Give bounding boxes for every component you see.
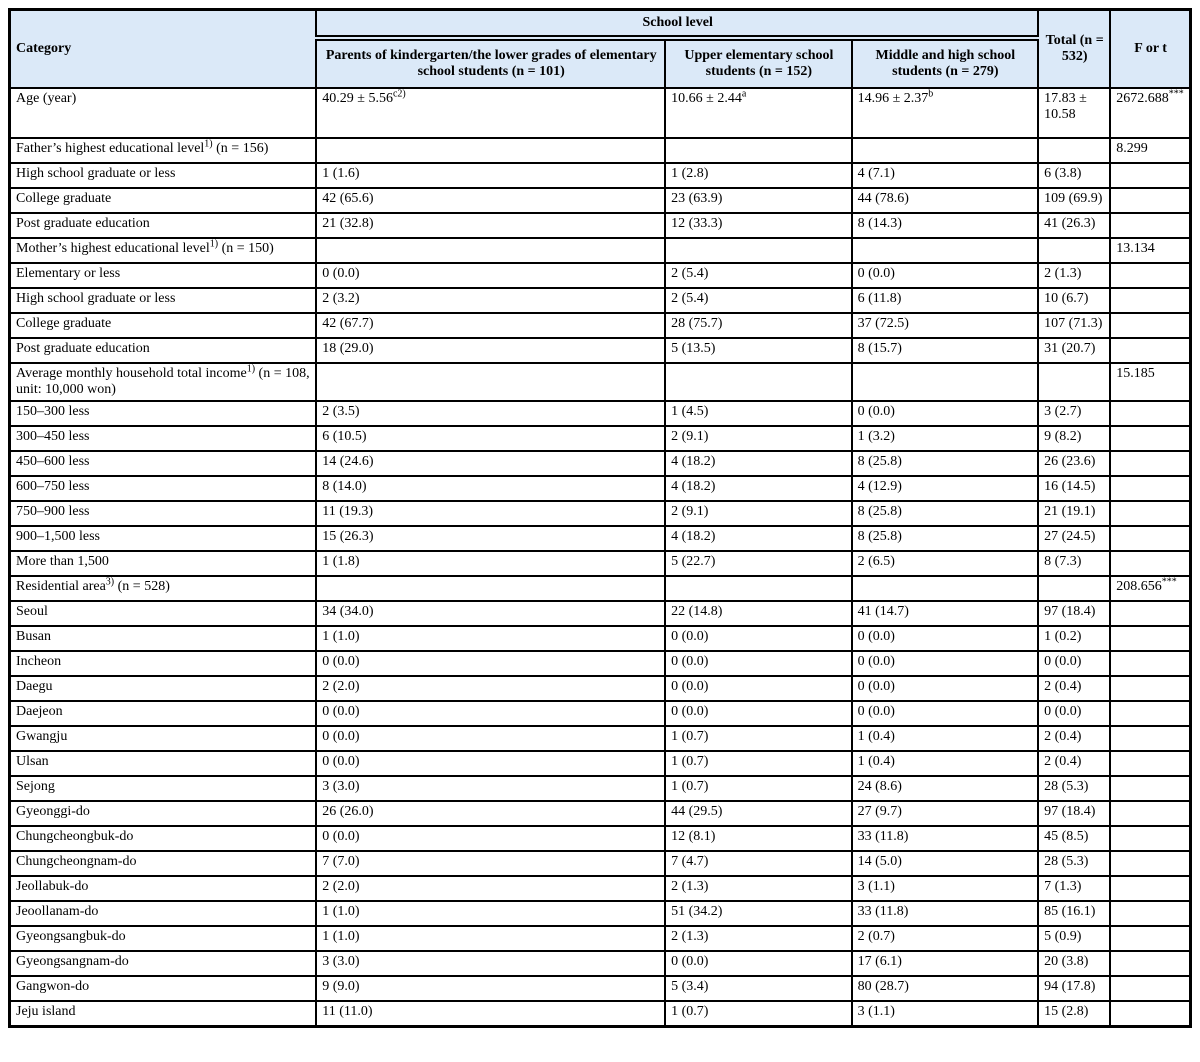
total-cell: 8 (7.3) bbox=[1038, 551, 1110, 576]
parents-group-cell: 1 (1.0) bbox=[316, 926, 665, 951]
category-cell: 900–1,500 less bbox=[10, 526, 317, 551]
category-cell: Gyeonggi-do bbox=[10, 801, 317, 826]
parents-group-cell bbox=[316, 363, 665, 401]
parents-group-cell: 2 (2.0) bbox=[316, 876, 665, 901]
upper-elementary-cell: 1 (0.7) bbox=[665, 751, 851, 776]
f-or-t-cell: 208.656*** bbox=[1110, 576, 1190, 601]
middle-high-cell: 33 (11.8) bbox=[852, 826, 1038, 851]
category-cell: Daejeon bbox=[10, 701, 317, 726]
upper-elementary-cell: 10.66 ± 2.44$^a$ bbox=[665, 88, 851, 138]
total-cell: 6 (3.8) bbox=[1038, 163, 1110, 188]
parents-group-cell: 0 (0.0) bbox=[316, 701, 665, 726]
table-row bbox=[10, 163, 1191, 188]
footnote-marker: *** bbox=[1168, 88, 1184, 100]
parents-group-cell: 42 (67.7) bbox=[316, 313, 665, 338]
parents-group-cell: $40.29 \pm 5.56^{c2)}$ bbox=[316, 88, 665, 138]
middle-high-cell: 8 (25.8) bbox=[852, 501, 1038, 526]
parents-group-cell: 7 (7.0) bbox=[316, 851, 665, 876]
f-or-t-cell bbox=[1110, 926, 1190, 951]
upper-elementary-cell: 0 (0.0) bbox=[665, 951, 851, 976]
category-cell: High school graduate or less bbox=[10, 288, 317, 313]
total-cell: 2 (0.4) bbox=[1038, 726, 1110, 751]
category-cell: Jeju island bbox=[10, 1001, 317, 1027]
table-row bbox=[10, 451, 1191, 476]
upper-elementary-cell bbox=[665, 238, 851, 263]
middle-high-cell: 14 (5.0) bbox=[852, 851, 1038, 876]
f-or-t-cell bbox=[1110, 526, 1190, 551]
upper-elementary-cell: 1 (0.7) bbox=[665, 726, 851, 751]
middle-high-cell: 2 (0.7) bbox=[852, 926, 1038, 951]
table-row bbox=[10, 426, 1191, 451]
f-or-t-cell bbox=[1110, 751, 1190, 776]
category-cell: Daegu bbox=[10, 676, 317, 701]
table-row bbox=[10, 526, 1191, 551]
category-cell: Age (year) bbox=[10, 88, 317, 138]
category-cell: Busan bbox=[10, 626, 317, 651]
parents-group-cell: 2 (2.0) bbox=[316, 676, 665, 701]
f-or-t-cell bbox=[1110, 188, 1190, 213]
parents-group-cell: 2 (3.5) bbox=[316, 401, 665, 426]
middle-high-cell: 0 (0.0) bbox=[852, 263, 1038, 288]
f-or-t-cell bbox=[1110, 776, 1190, 801]
middle-high-cell: 1 (0.4) bbox=[852, 751, 1038, 776]
f-or-t-cell bbox=[1110, 601, 1190, 626]
upper-elementary-cell: 2 (5.4) bbox=[665, 288, 851, 313]
category-cell: More than 1,500 bbox=[10, 551, 317, 576]
category-cell: High school graduate or less bbox=[10, 163, 317, 188]
f-or-t-cell bbox=[1110, 401, 1190, 426]
upper-elementary-cell: 1 (0.7) bbox=[665, 1001, 851, 1027]
category-cell: Gangwon-do bbox=[10, 976, 317, 1001]
table-row bbox=[10, 651, 1191, 676]
table-row bbox=[10, 576, 1191, 601]
middle-high-cell: 0 (0.0) bbox=[852, 676, 1038, 701]
total-cell: 97 (18.4) bbox=[1038, 601, 1110, 626]
total-cell bbox=[1038, 363, 1110, 401]
table-row bbox=[10, 676, 1191, 701]
category-cell: 300–450 less bbox=[10, 426, 317, 451]
category-cell: Father’s highest educational level$^{1)}$ (n = 156) bbox=[10, 138, 317, 163]
total-cell: 85 (16.1) bbox=[1038, 901, 1110, 926]
subheader-middle-high: Middle and high school students (n = 279) bbox=[852, 38, 1038, 88]
middle-high-cell: 4 (7.1) bbox=[852, 163, 1038, 188]
upper-elementary-cell: 2 (1.3) bbox=[665, 876, 851, 901]
f-or-t-cell: 2672.688*** bbox=[1110, 88, 1190, 138]
category-cell: Post graduate education bbox=[10, 338, 317, 363]
upper-elementary-cell: 28 (75.7) bbox=[665, 313, 851, 338]
table-row bbox=[10, 188, 1191, 213]
table-row bbox=[10, 338, 1191, 363]
middle-high-cell bbox=[852, 576, 1038, 601]
total-cell: 3 (2.7) bbox=[1038, 401, 1110, 426]
table-row bbox=[10, 801, 1191, 826]
parents-group-cell: 3 (3.0) bbox=[316, 776, 665, 801]
header-row-1 bbox=[10, 10, 1191, 39]
upper-elementary-cell: 51 (34.2) bbox=[665, 901, 851, 926]
f-or-t-cell: 8.299 bbox=[1110, 138, 1190, 163]
category-cell: Chungcheongbuk-do bbox=[10, 826, 317, 851]
category-cell: Post graduate education bbox=[10, 213, 317, 238]
f-or-t-cell bbox=[1110, 826, 1190, 851]
school-level-header: School level bbox=[316, 10, 1038, 39]
total-cell: 0 (0.0) bbox=[1038, 651, 1110, 676]
table-row bbox=[10, 263, 1191, 288]
table-row bbox=[10, 601, 1191, 626]
total-cell: 17.83 ± 10.58 bbox=[1038, 88, 1110, 138]
category-cell: College graduate bbox=[10, 188, 317, 213]
f-or-t-cell bbox=[1110, 626, 1190, 651]
middle-high-cell: 44 (78.6) bbox=[852, 188, 1038, 213]
parents-group-cell: 34 (34.0) bbox=[316, 601, 665, 626]
parents-group-cell bbox=[316, 238, 665, 263]
middle-high-cell: 2 (6.5) bbox=[852, 551, 1038, 576]
parents-group-cell: 1 (1.8) bbox=[316, 551, 665, 576]
total-cell: 2 (0.4) bbox=[1038, 676, 1110, 701]
middle-high-cell: 27 (9.7) bbox=[852, 801, 1038, 826]
subheader-parents-kindergarten: Parents of kindergarten/the lower grades of elementary school students (n = 101) bbox=[316, 38, 665, 88]
middle-high-cell: 0 (0.0) bbox=[852, 651, 1038, 676]
upper-elementary-cell: 5 (22.7) bbox=[665, 551, 851, 576]
middle-high-cell: 8 (25.8) bbox=[852, 526, 1038, 551]
upper-elementary-cell: 1 (4.5) bbox=[665, 401, 851, 426]
parents-group-cell: 18 (29.0) bbox=[316, 338, 665, 363]
category-cell: 750–900 less bbox=[10, 501, 317, 526]
category-cell: Gyeongsangbuk-do bbox=[10, 926, 317, 951]
middle-high-cell: 6 (11.8) bbox=[852, 288, 1038, 313]
upper-elementary-cell bbox=[665, 576, 851, 601]
demographics-table bbox=[8, 8, 1192, 1028]
footnote-marker: 3) bbox=[105, 576, 115, 588]
table-row bbox=[10, 926, 1191, 951]
parents-group-cell: 11 (19.3) bbox=[316, 501, 665, 526]
middle-high-cell bbox=[852, 138, 1038, 163]
total-cell: 16 (14.5) bbox=[1038, 476, 1110, 501]
upper-elementary-cell: 2 (9.1) bbox=[665, 426, 851, 451]
total-cell: 9 (8.2) bbox=[1038, 426, 1110, 451]
total-cell: 97 (18.4) bbox=[1038, 801, 1110, 826]
parents-group-cell: 2 (3.2) bbox=[316, 288, 665, 313]
table-row bbox=[10, 1001, 1191, 1027]
f-or-t-cell bbox=[1110, 726, 1190, 751]
middle-high-cell bbox=[852, 238, 1038, 263]
total-cell: 20 (3.8) bbox=[1038, 951, 1110, 976]
footnote-marker: b bbox=[928, 88, 934, 100]
parents-group-cell: 21 (32.8) bbox=[316, 213, 665, 238]
f-or-t-header: F or t bbox=[1110, 10, 1190, 89]
category-cell: 150–300 less bbox=[10, 401, 317, 426]
category-cell: Seoul bbox=[10, 601, 317, 626]
f-or-t-cell bbox=[1110, 338, 1190, 363]
f-or-t-cell bbox=[1110, 701, 1190, 726]
total-cell: 0 (0.0) bbox=[1038, 701, 1110, 726]
middle-high-cell: 80 (28.7) bbox=[852, 976, 1038, 1001]
middle-high-cell: 1 (0.4) bbox=[852, 726, 1038, 751]
upper-elementary-cell: 0 (0.0) bbox=[665, 626, 851, 651]
category-cell: Chungcheongnam-do bbox=[10, 851, 317, 876]
table-row bbox=[10, 138, 1191, 163]
middle-high-cell: 17 (6.1) bbox=[852, 951, 1038, 976]
middle-high-cell: 1 (3.2) bbox=[852, 426, 1038, 451]
f-or-t-cell bbox=[1110, 1001, 1190, 1027]
footnote-marker: 1) bbox=[204, 138, 213, 150]
category-cell: Elementary or less bbox=[10, 263, 317, 288]
upper-elementary-cell: 5 (3.4) bbox=[665, 976, 851, 1001]
table-row bbox=[10, 476, 1191, 501]
table-row bbox=[10, 876, 1191, 901]
parents-group-cell: 9 (9.0) bbox=[316, 976, 665, 1001]
parents-group-cell: 26 (26.0) bbox=[316, 801, 665, 826]
table-row bbox=[10, 238, 1191, 263]
f-or-t-cell bbox=[1110, 851, 1190, 876]
total-cell: 109 (69.9) bbox=[1038, 188, 1110, 213]
table-row bbox=[10, 826, 1191, 851]
upper-elementary-cell: 44 (29.5) bbox=[665, 801, 851, 826]
total-header: Total (n = 532) bbox=[1038, 10, 1110, 89]
category-cell: Jeoollanam-do bbox=[10, 901, 317, 926]
middle-high-cell: 8 (14.3) bbox=[852, 213, 1038, 238]
parents-group-cell: 8 (14.0) bbox=[316, 476, 665, 501]
f-or-t-cell bbox=[1110, 288, 1190, 313]
category-cell: College graduate bbox=[10, 313, 317, 338]
total-cell: 45 (8.5) bbox=[1038, 826, 1110, 851]
upper-elementary-cell: 2 (5.4) bbox=[665, 263, 851, 288]
middle-high-cell: 41 (14.7) bbox=[852, 601, 1038, 626]
total-cell bbox=[1038, 238, 1110, 263]
upper-elementary-cell: 4 (18.2) bbox=[665, 526, 851, 551]
table-row bbox=[10, 501, 1191, 526]
table-row bbox=[10, 213, 1191, 238]
total-cell: 41 (26.3) bbox=[1038, 213, 1110, 238]
parents-group-cell: 42 (65.6) bbox=[316, 188, 665, 213]
upper-elementary-cell bbox=[665, 363, 851, 401]
upper-elementary-cell: 1 (2.8) bbox=[665, 163, 851, 188]
total-cell: 7 (1.3) bbox=[1038, 876, 1110, 901]
middle-high-cell: 0 (0.0) bbox=[852, 701, 1038, 726]
f-or-t-cell bbox=[1110, 551, 1190, 576]
f-or-t-cell bbox=[1110, 426, 1190, 451]
f-or-t-cell bbox=[1110, 163, 1190, 188]
total-cell: 15 (2.8) bbox=[1038, 1001, 1110, 1027]
category-cell: Jeollabuk-do bbox=[10, 876, 317, 901]
middle-high-cell: 0 (0.0) bbox=[852, 401, 1038, 426]
middle-high-cell: 37 (72.5) bbox=[852, 313, 1038, 338]
footnote-marker: a bbox=[741, 88, 747, 100]
parents-group-cell: 1 (1.0) bbox=[316, 901, 665, 926]
upper-elementary-cell: 12 (33.3) bbox=[665, 213, 851, 238]
table-row bbox=[10, 288, 1191, 313]
parents-group-cell bbox=[316, 576, 665, 601]
footnote-marker: c2) bbox=[392, 88, 406, 100]
total-cell: 28 (5.3) bbox=[1038, 776, 1110, 801]
upper-elementary-cell: 4 (18.2) bbox=[665, 476, 851, 501]
category-cell: Ulsan bbox=[10, 751, 317, 776]
parents-group-cell: 1 (1.6) bbox=[316, 163, 665, 188]
total-cell: 31 (20.7) bbox=[1038, 338, 1110, 363]
upper-elementary-cell: 7 (4.7) bbox=[665, 851, 851, 876]
middle-high-cell: 8 (25.8) bbox=[852, 451, 1038, 476]
parents-group-cell: 1 (1.0) bbox=[316, 626, 665, 651]
table-row bbox=[10, 363, 1191, 401]
category-cell: Gwangju bbox=[10, 726, 317, 751]
category-cell: 600–750 less bbox=[10, 476, 317, 501]
f-or-t-cell bbox=[1110, 876, 1190, 901]
f-or-t-cell bbox=[1110, 901, 1190, 926]
middle-high-cell: 8 (15.7) bbox=[852, 338, 1038, 363]
category-header: Category bbox=[10, 10, 317, 89]
total-cell bbox=[1038, 576, 1110, 601]
upper-elementary-cell: 0 (0.0) bbox=[665, 651, 851, 676]
table-row bbox=[10, 751, 1191, 776]
f-or-t-cell: 13.134 bbox=[1110, 238, 1190, 263]
category-cell: Residential area$^{3)}$ (n = 528) bbox=[10, 576, 317, 601]
footnote-marker: *** bbox=[1161, 576, 1177, 588]
upper-elementary-cell: 22 (14.8) bbox=[665, 601, 851, 626]
total-cell: 21 (19.1) bbox=[1038, 501, 1110, 526]
total-cell: 27 (24.5) bbox=[1038, 526, 1110, 551]
f-or-t-cell bbox=[1110, 951, 1190, 976]
parents-group-cell: 0 (0.0) bbox=[316, 751, 665, 776]
table-body bbox=[10, 88, 1191, 1027]
total-cell: 5 (0.9) bbox=[1038, 926, 1110, 951]
total-cell: 2 (1.3) bbox=[1038, 263, 1110, 288]
upper-elementary-cell: 12 (8.1) bbox=[665, 826, 851, 851]
table-row bbox=[10, 726, 1191, 751]
f-or-t-cell bbox=[1110, 676, 1190, 701]
table-row bbox=[10, 776, 1191, 801]
f-or-t-cell bbox=[1110, 213, 1190, 238]
middle-high-cell bbox=[852, 363, 1038, 401]
f-or-t-cell bbox=[1110, 501, 1190, 526]
total-cell bbox=[1038, 138, 1110, 163]
subheader-upper-elementary: Upper elementary school students (n = 152) bbox=[665, 38, 851, 88]
parents-group-cell: 0 (0.0) bbox=[316, 726, 665, 751]
table-row bbox=[10, 313, 1191, 338]
middle-high-cell: 4 (12.9) bbox=[852, 476, 1038, 501]
footnote-marker: 1) bbox=[209, 238, 219, 250]
upper-elementary-cell: 5 (13.5) bbox=[665, 338, 851, 363]
table-header bbox=[10, 10, 1191, 89]
category-cell: Mother’s highest educational level$^{1)}$ (n = 150) bbox=[10, 238, 317, 263]
parents-group-cell: 0 (0.0) bbox=[316, 826, 665, 851]
middle-high-cell: 0 (0.0) bbox=[852, 626, 1038, 651]
total-cell: 2 (0.4) bbox=[1038, 751, 1110, 776]
category-cell: Incheon bbox=[10, 651, 317, 676]
table-row bbox=[10, 401, 1191, 426]
f-or-t-cell bbox=[1110, 976, 1190, 1001]
upper-elementary-cell: 2 (1.3) bbox=[665, 926, 851, 951]
upper-elementary-cell: 4 (18.2) bbox=[665, 451, 851, 476]
f-or-t-cell bbox=[1110, 801, 1190, 826]
f-or-t-cell: 15.185 bbox=[1110, 363, 1190, 401]
f-or-t-cell bbox=[1110, 313, 1190, 338]
upper-elementary-cell: 0 (0.0) bbox=[665, 676, 851, 701]
footnote-marker: 1) bbox=[246, 363, 256, 375]
table-row bbox=[10, 626, 1191, 651]
middle-high-cell: 24 (8.6) bbox=[852, 776, 1038, 801]
parents-group-cell: 11 (11.0) bbox=[316, 1001, 665, 1027]
parents-group-cell: 3 (3.0) bbox=[316, 951, 665, 976]
upper-elementary-cell: 1 (0.7) bbox=[665, 776, 851, 801]
table-row bbox=[10, 88, 1191, 138]
table-row bbox=[10, 951, 1191, 976]
total-cell: 94 (17.8) bbox=[1038, 976, 1110, 1001]
total-cell: 1 (0.2) bbox=[1038, 626, 1110, 651]
middle-high-cell: 14.96 ± 2.37$^b$ bbox=[852, 88, 1038, 138]
parents-group-cell bbox=[316, 138, 665, 163]
middle-high-cell: 3 (1.1) bbox=[852, 1001, 1038, 1027]
upper-elementary-cell: 23 (63.9) bbox=[665, 188, 851, 213]
parents-group-cell: 15 (26.3) bbox=[316, 526, 665, 551]
table-row bbox=[10, 551, 1191, 576]
parents-group-cell: 6 (10.5) bbox=[316, 426, 665, 451]
total-cell: 26 (23.6) bbox=[1038, 451, 1110, 476]
upper-elementary-cell: 0 (0.0) bbox=[665, 701, 851, 726]
total-cell: 28 (5.3) bbox=[1038, 851, 1110, 876]
parents-group-cell: 0 (0.0) bbox=[316, 651, 665, 676]
category-cell: 450–600 less bbox=[10, 451, 317, 476]
table-row bbox=[10, 851, 1191, 876]
f-or-t-cell bbox=[1110, 651, 1190, 676]
category-cell: Average monthly household total income$^{1)}$ (n = 108, unit: 10,000 won) bbox=[10, 363, 317, 401]
f-or-t-cell bbox=[1110, 263, 1190, 288]
upper-elementary-cell bbox=[665, 138, 851, 163]
parents-group-cell: 14 (24.6) bbox=[316, 451, 665, 476]
upper-elementary-cell: 2 (9.1) bbox=[665, 501, 851, 526]
category-cell: Sejong bbox=[10, 776, 317, 801]
total-cell: 10 (6.7) bbox=[1038, 288, 1110, 313]
f-or-t-cell bbox=[1110, 451, 1190, 476]
middle-high-cell: 33 (11.8) bbox=[852, 901, 1038, 926]
table-row bbox=[10, 701, 1191, 726]
total-cell: 107 (71.3) bbox=[1038, 313, 1110, 338]
middle-high-cell: 3 (1.1) bbox=[852, 876, 1038, 901]
table-row bbox=[10, 901, 1191, 926]
parents-group-cell: 0 (0.0) bbox=[316, 263, 665, 288]
f-or-t-cell bbox=[1110, 476, 1190, 501]
category-cell: Gyeongsangnam-do bbox=[10, 951, 317, 976]
table-row bbox=[10, 976, 1191, 1001]
